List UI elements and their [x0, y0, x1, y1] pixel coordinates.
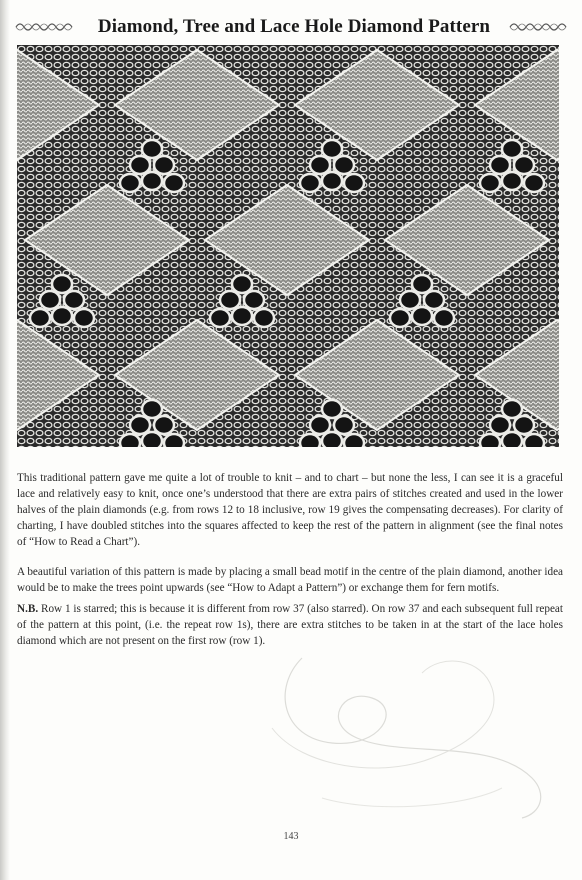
lace-hole: [412, 275, 432, 293]
lace-hole: [322, 172, 342, 190]
lace-hole: [120, 174, 140, 192]
lace-hole: [154, 156, 174, 174]
paragraph-variation: A beautiful variation of this pattern is made by placing a small bead motif in the centre of the plain diamond, another idea would be to make the trees point upwards (see “How to Adapt a Pattern”) or exchange them for fern motifs.: [17, 566, 563, 594]
lace-hole: [344, 174, 364, 192]
lace-hole: [164, 434, 184, 447]
lace-hole: [154, 416, 174, 434]
lace-hole: [220, 291, 240, 309]
lace-hole: [322, 400, 342, 418]
lace-hole: [502, 172, 522, 190]
lace-hole: [424, 291, 444, 309]
lace-hole: [400, 291, 420, 309]
note-label: N.B.: [17, 603, 39, 615]
lace-hole: [142, 432, 162, 447]
lace-hole: [524, 174, 544, 192]
lace-hole: [480, 434, 500, 447]
lace-hole: [310, 156, 330, 174]
lace-hole: [490, 156, 510, 174]
lace-hole: [120, 434, 140, 447]
page-number: 143: [283, 831, 299, 842]
right-flourish-icon: [508, 20, 574, 34]
lace-hole: [232, 307, 252, 325]
lace-hole: [210, 309, 230, 327]
lace-hole: [300, 434, 320, 447]
page-title: Diamond, Tree and Lace Hole Diamond Pattern: [97, 16, 491, 37]
lace-hole: [502, 140, 522, 158]
lace-hole: [232, 275, 252, 293]
lace-hole: [524, 434, 544, 447]
note-text: Row 1 is starred; this is because it is different from row 37 (also starred). On row 37 and each subsequent full repeat of the pattern at this point, (i.e. the repeat row 1s), there are extra stitches to be taken in at the start of the lace holes diamond which are not present on the first row (row 1).: [17, 603, 563, 647]
lace-hole: [52, 307, 72, 325]
lace-swatch-photo: [17, 45, 559, 447]
lace-hole: [502, 400, 522, 418]
lace-hole: [130, 156, 150, 174]
knitted-lace-swatch-image: [17, 45, 559, 447]
lace-hole: [334, 416, 354, 434]
lace-hole: [334, 156, 354, 174]
lace-hole: [514, 156, 534, 174]
lace-hole: [142, 400, 162, 418]
lace-hole: [254, 309, 274, 327]
lace-hole: [502, 432, 522, 447]
lace-hole: [322, 432, 342, 447]
lace-hole: [244, 291, 264, 309]
lace-hole: [390, 309, 410, 327]
decorative-swirl-icon: [262, 628, 562, 828]
left-flourish-icon: [14, 20, 80, 34]
lace-hole: [480, 174, 500, 192]
page-edge-shadow: [0, 0, 10, 880]
lace-hole: [52, 275, 72, 293]
page-header: [14, 14, 574, 40]
paragraph-intro: This traditional pattern gave me quite a lot of trouble to knit – and to chart – but none the less, I can see it is a graceful lace and relatively easy to knit, once one’s understood that there are extra pairs of stitches created and used in the lower halves of the plain diamonds (e.g. from rows 12 to 18 inclusive, row 19 gives the compensating decreases). For clarity of charting, I have doubled stitches into the squares affected to keep the rest of the pattern in alignment (see the final notes of “How to Read a Chart”).: [17, 472, 563, 548]
lace-hole: [30, 309, 50, 327]
lace-hole: [74, 309, 94, 327]
lace-hole: [412, 307, 432, 325]
lace-hole: [164, 174, 184, 192]
lace-hole: [300, 174, 320, 192]
lace-hole: [64, 291, 84, 309]
lace-hole: [490, 416, 510, 434]
lace-hole: [40, 291, 60, 309]
lace-hole: [142, 140, 162, 158]
lace-hole: [434, 309, 454, 327]
lace-hole: [344, 434, 364, 447]
lace-hole: [322, 140, 342, 158]
lace-hole: [310, 416, 330, 434]
lace-hole: [130, 416, 150, 434]
lace-hole: [142, 172, 162, 190]
lace-hole: [514, 416, 534, 434]
